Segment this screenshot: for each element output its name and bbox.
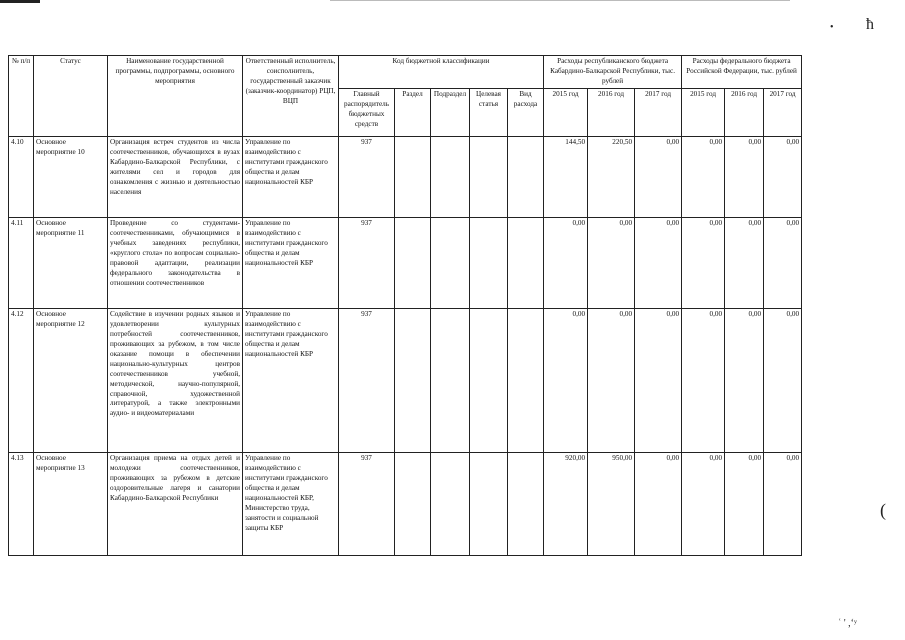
row-status: Основное мероприятие 12 <box>34 309 108 453</box>
header-rep-2015: 2015 год <box>544 88 588 136</box>
row-expense-type <box>508 137 544 218</box>
header-fed-2017: 2017 год <box>764 88 802 136</box>
row-status: Основное мероприятие 11 <box>34 218 108 309</box>
header-num: № п/п <box>9 56 34 137</box>
header-fed-2015: 2015 год <box>682 88 725 136</box>
row-executor: Управление по взаимодействию с институтами гражданского общества и делам национальностей КБР <box>243 218 339 309</box>
header-republic-expenses: Расходы республиканского бюджета Кабардино-Балкарской Республики, тыс. рублей <box>544 56 682 89</box>
row-expense-type <box>508 309 544 453</box>
row-fed-2015: 0,00 <box>682 453 725 556</box>
row-rep-2015: 144,50 <box>544 137 588 218</box>
row-rep-2016: 220,50 <box>588 137 635 218</box>
row-num: 4.10 <box>9 137 34 218</box>
row-rep-2016: 950,00 <box>588 453 635 556</box>
row-rep-2017: 0,00 <box>635 218 682 309</box>
header-row-1 <box>9 56 802 89</box>
header-expense-type: Вид расхода <box>508 88 544 136</box>
row-expense-type <box>508 218 544 309</box>
row-fed-2017: 0,00 <box>764 218 802 309</box>
header-rep-2017: 2017 год <box>635 88 682 136</box>
row-status: Основное мероприятие 10 <box>34 137 108 218</box>
row-rep-2016: 0,00 <box>588 309 635 453</box>
row-fed-2016: 0,00 <box>725 218 764 309</box>
row-fed-2016: 0,00 <box>725 309 764 453</box>
header-federal-expenses: Расходы федерального бюджета Российской Федерации, тыс. рублей <box>682 56 802 89</box>
row-name: Организация приема на отдых детей и молодежи соотечественников, проживающих за рубежом в детские оздоровительные лагеря и санатории Кабардино-Балкарской Республики <box>108 453 243 556</box>
scan-artifact-bracket: ( <box>880 500 886 520</box>
budget-table <box>8 55 802 556</box>
row-rep-2016: 0,00 <box>588 218 635 309</box>
row-fed-2016: 0,00 <box>725 137 764 218</box>
header-fed-2016: 2016 год <box>725 88 764 136</box>
header-target-item: Целевая статья <box>470 88 508 136</box>
row-target-item <box>470 218 508 309</box>
row-fed-2015: 0,00 <box>682 218 725 309</box>
row-subsection <box>431 218 470 309</box>
header-subsection: Подраздел <box>431 88 470 136</box>
row-grbs: 937 <box>339 218 395 309</box>
scan-artifact-mark: ћ <box>866 16 874 33</box>
table-row <box>9 137 802 218</box>
row-target-item <box>470 137 508 218</box>
row-grbs: 937 <box>339 309 395 453</box>
row-rep-2017: 0,00 <box>635 309 682 453</box>
row-fed-2017: 0,00 <box>764 309 802 453</box>
row-status: Основное мероприятие 13 <box>34 453 108 556</box>
header-rep-2016: 2016 год <box>588 88 635 136</box>
scan-artifact-line <box>330 0 790 1</box>
row-section <box>395 453 431 556</box>
table-row <box>9 309 802 453</box>
scan-artifact-dash <box>0 0 40 3</box>
header-section: Раздел <box>395 88 431 136</box>
row-fed-2015: 0,00 <box>682 137 725 218</box>
scan-artifact-bottom: ʿ ' ,ʻʸ <box>838 618 857 629</box>
table-row <box>9 218 802 309</box>
row-grbs: 937 <box>339 137 395 218</box>
row-executor: Управление по взаимодействию с институтами гражданского общества и делам национальностей КБР <box>243 309 339 453</box>
header-name: Наименование государственной программы, подпрограммы, основного мероприятия <box>108 56 243 137</box>
row-grbs: 937 <box>339 453 395 556</box>
table-row <box>9 453 802 556</box>
row-subsection <box>431 137 470 218</box>
header-status: Статус <box>34 56 108 137</box>
row-subsection <box>431 453 470 556</box>
row-fed-2017: 0,00 <box>764 453 802 556</box>
row-num: 4.11 <box>9 218 34 309</box>
row-fed-2015: 0,00 <box>682 309 725 453</box>
row-num: 4.13 <box>9 453 34 556</box>
row-expense-type <box>508 453 544 556</box>
row-target-item <box>470 453 508 556</box>
row-fed-2016: 0,00 <box>725 453 764 556</box>
header-grbs: Главный распорядитель бюджетных средств <box>339 88 395 136</box>
row-rep-2017: 0,00 <box>635 453 682 556</box>
row-target-item <box>470 309 508 453</box>
row-fed-2017: 0,00 <box>764 137 802 218</box>
row-executor: Управление по взаимодействию с институтами гражданского общества и делам национальностей КБР, Министерство труда, занятости и социальной защиты КБР <box>243 453 339 556</box>
row-executor: Управление по взаимодействию с институтами гражданского общества и делам национальностей КБР <box>243 137 339 218</box>
row-rep-2015: 920,00 <box>544 453 588 556</box>
row-rep-2015: 0,00 <box>544 309 588 453</box>
row-name: Организация встреч студентов из числа соотечественников, обучающихся в вузах Кабардино-Балкарской Республики, с жителями сел и городов для ознакомления с жизнью и деятельностью населения <box>108 137 243 218</box>
header-executor: Ответственный исполнитель, соисполнитель, государственный заказчик (заказчик-координатор) РЦП, ВЦП <box>243 56 339 137</box>
header-budget-code: Код бюджетной классификации <box>339 56 544 89</box>
scan-artifact-dot: • <box>830 22 834 33</box>
row-section <box>395 218 431 309</box>
row-subsection <box>431 309 470 453</box>
row-section <box>395 309 431 453</box>
row-name: Содействие в изучении родных языков и удовлетворении культурных потребностей соотечественников, проживающих за рубежом, в том числе оказание помощи в обеспечении национально-культурных центров соотечественников учебной, методической, научно-популярной, справочной, художественной литературой, а также электронными аудио- и видеоматериалами <box>108 309 243 453</box>
row-rep-2017: 0,00 <box>635 137 682 218</box>
row-rep-2015: 0,00 <box>544 218 588 309</box>
row-section <box>395 137 431 218</box>
row-name: Проведение со студентами-соотечественниками, обучающимися в учебных заведениях республики, «круглого стола» по вопросам социально-правовой адаптации, реализации федерального законодательства в отношении соотечественников <box>108 218 243 309</box>
row-num: 4.12 <box>9 309 34 453</box>
